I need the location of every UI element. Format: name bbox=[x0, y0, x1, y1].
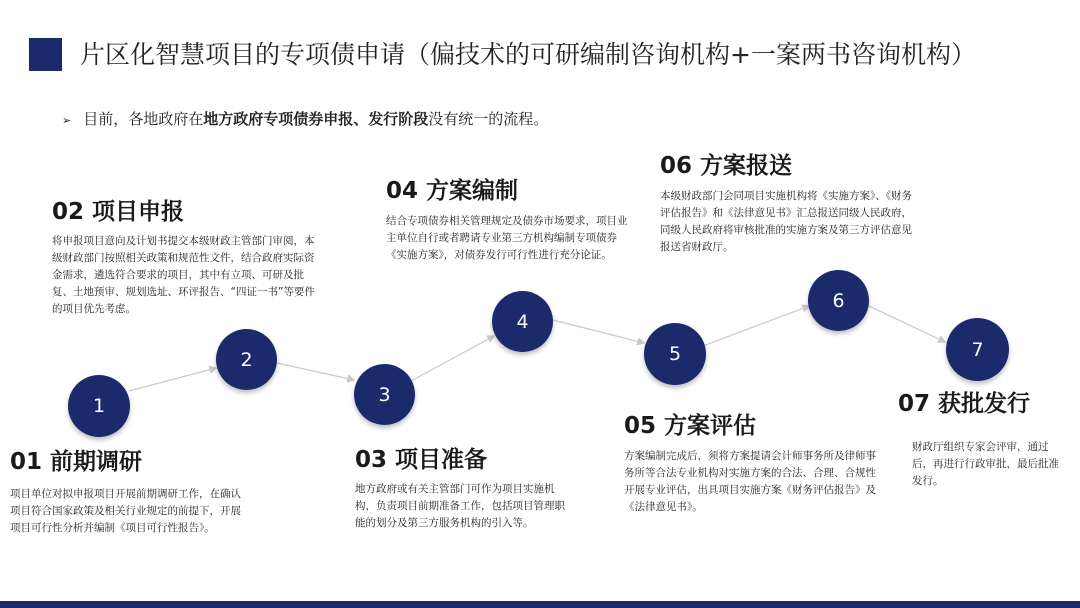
page-title: 片区化智慧项目的专项债申请（偏技术的可研编制咨询机构+一案两书咨询机构） bbox=[80, 40, 976, 69]
arrow-right-icon: ➢ bbox=[62, 114, 72, 127]
step-node-7: 7 bbox=[946, 318, 1009, 381]
step-desc-4: 结合专项债券相关管理规定及债券市场要求，项目业主单位自行或者聘请专业第三方机构编制专项债券《实施方案》，对债券发行可行性进行充分论证。 bbox=[386, 215, 628, 261]
step-desc-1: 项目单位对拟申报项目开展前期调研工作，在确认项目符合国家政策及相关行业规定的前提下，开展项目可行性分析并编制《项目可行性报告》。 bbox=[10, 488, 241, 534]
step-title-2: 02 项目申报 bbox=[52, 199, 185, 225]
intro-prefix: 目前，各地政府在 bbox=[83, 110, 204, 128]
step-desc-6: 本级财政部门会同项目实施机构将《实施方案》、《财务评估报告》和《法律意见书》汇总报送同级人民政府，同级人民政府将审核批准的实施方案及第三方评估意见报送省财政厅。 bbox=[660, 190, 912, 253]
connector-5-6 bbox=[703, 306, 809, 346]
step-title-3: 03 项目准备 bbox=[355, 447, 488, 473]
step-desc-3: 地方政府或有关主管部门可作为项目实施机构，负责项目前期准备工作，包括项目管理职能的划分及第三方服务机构的引入等。 bbox=[355, 483, 565, 529]
step-desc-2: 将申报项目意向及计划书提交本级财政主管部门审阅，本级财政部门按照相关政策和规范性文件，结合政府实际资金需求，遴选符合要求的项目，其中有立项、可研及批复、土地预审、规划选址、环评报告、“四证一书”等要件的项目优先考虑。 bbox=[52, 235, 315, 315]
step-title-6: 06 方案报送 bbox=[660, 153, 793, 179]
connector-1-2 bbox=[129, 368, 216, 391]
step-title-1: 01 前期调研 bbox=[10, 449, 143, 475]
footer-bar bbox=[0, 601, 1080, 608]
step-node-6: 6 bbox=[808, 270, 869, 331]
step-title-4: 04 方案编制 bbox=[386, 178, 519, 204]
step-node-4: 4 bbox=[492, 291, 553, 352]
step-node-1: 1 bbox=[68, 375, 130, 437]
step-node-3: 3 bbox=[354, 364, 415, 425]
step-desc-7: 财政厅组织专家会评审，通过后，再进行行政审批，最后批准发行。 bbox=[912, 441, 1059, 487]
step-title-7: 07 获批发行 bbox=[898, 391, 1031, 417]
step-node-5: 5 bbox=[644, 323, 706, 385]
connector-6-7 bbox=[869, 306, 945, 342]
intro-emphasis: 地方政府专项债券申报、发行阶段 bbox=[203, 110, 429, 128]
step-desc-5: 方案编制完成后，须将方案提请会计师事务所及律师事务所等合法专业机构对实施方案的合法、合理、合规性开展专业评估，出具项目实施方案《财务评估报告》及《法律意见书》。 bbox=[624, 450, 876, 513]
intro-suffix: 没有统一的流程。 bbox=[428, 110, 549, 128]
connector-2-3 bbox=[277, 363, 354, 380]
connector-4-5 bbox=[553, 320, 644, 343]
step-title-5: 05 方案评估 bbox=[624, 413, 757, 439]
step-node-2: 2 bbox=[216, 329, 277, 390]
connector-3-4 bbox=[411, 336, 494, 381]
